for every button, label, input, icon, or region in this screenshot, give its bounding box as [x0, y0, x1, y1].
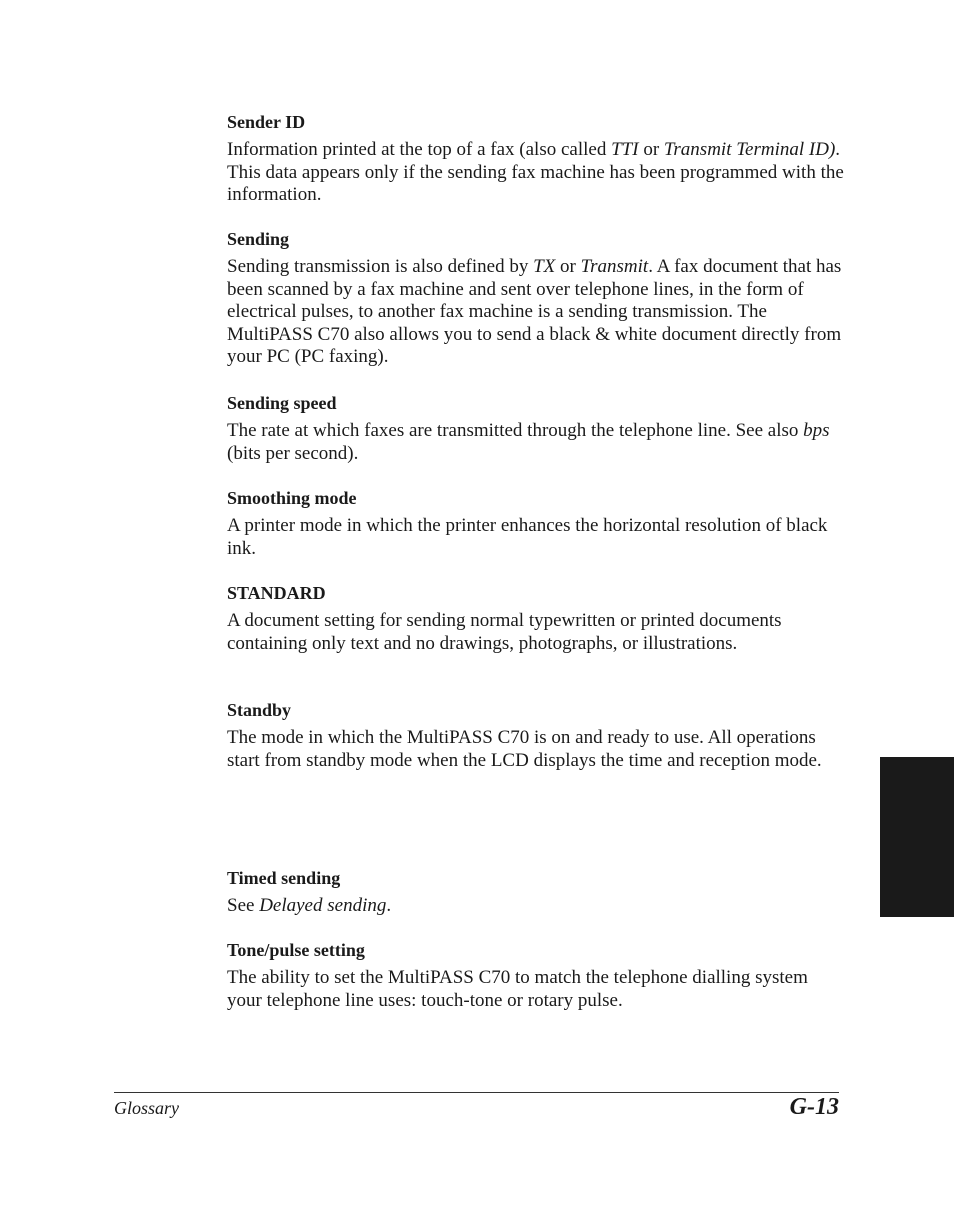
footer-rule: [114, 1092, 839, 1093]
glossary-definition: [227, 727, 845, 772]
definition-italic-run: Delayed sending: [259, 895, 387, 916]
definition-text-run: Sending transmission is also defined by: [227, 256, 534, 277]
definition-text-run: A printer mode in which the printer enhances the horizontal resolution of black ink.: [227, 515, 828, 559]
definition-text-run: .: [386, 895, 392, 916]
definition-italic-run: TX: [533, 256, 556, 277]
glossary-definition: [227, 420, 845, 465]
section-thumb-tab: [880, 757, 954, 917]
definition-italic-run: Transmit: [580, 256, 649, 277]
glossary-definition: [227, 139, 845, 207]
definition-text-run: . This data appears only if the sending fax machine has been programmed with the information.: [227, 139, 844, 206]
definition-text-run: The ability to set the MultiPASS C70 to match the telephone dialling system your telephone line uses: touch-tone or rotary pulse.: [227, 967, 808, 1011]
glossary-definition: [227, 895, 845, 918]
glossary-term: Timed sending: [227, 868, 341, 888]
glossary-term: Sending speed: [227, 393, 337, 413]
glossary-entry-standby: [227, 699, 845, 772]
glossary-entry-sending: [227, 228, 845, 369]
glossary-term: Tone/pulse setting: [227, 940, 365, 960]
definition-text-run: The rate at which faxes are transmitted through the telephone line. See also: [227, 420, 804, 441]
glossary-entry-sender-id: [227, 111, 845, 207]
glossary-entry-sending-speed: [227, 392, 845, 465]
definition-text-run: A document setting for sending normal typewritten or printed documents containing only text and no drawings, photographs, or illustrations.: [227, 610, 782, 654]
glossary-definition: [227, 256, 845, 369]
glossary-definition: [227, 967, 845, 1012]
definition-italic-run: bps: [803, 420, 830, 441]
footer-section-name: Glossary: [114, 1098, 180, 1118]
definition-text-run: or: [638, 139, 664, 160]
definition-text-run: (bits per second).: [227, 442, 359, 464]
page-number: G-13: [789, 1094, 839, 1120]
definition-text-run: Information printed at the top of a fax (also called: [227, 139, 612, 160]
glossary-entry-timed-sending: [227, 867, 845, 918]
definition-text-run: . A fax document that has been scanned by a fax machine and sent over telephone lines, in the form of electrical pulses, to another fax machine is a sending transmission. The MultiPASS C70 also allows you to send a black & white document directly from your PC (PC faxing).: [227, 256, 842, 368]
glossary-term: Standby: [227, 700, 292, 720]
definition-text-run: See: [227, 895, 260, 916]
glossary-entry-standard: [227, 582, 845, 655]
definition-text-run: or: [555, 256, 581, 277]
glossary-term: Smoothing mode: [227, 488, 357, 508]
glossary-term: Sending: [227, 229, 290, 249]
glossary-term: Sender ID: [227, 112, 306, 132]
definition-italic-run: TTI: [611, 139, 639, 160]
definition-text-run: The mode in which the MultiPASS C70 is on and ready to use. All operations start from standby mode when the LCD displays the time and reception mode.: [227, 727, 822, 771]
definition-italic-run: Transmit Terminal ID): [663, 139, 836, 160]
glossary-definition: [227, 515, 845, 560]
glossary-definition: [227, 610, 845, 655]
glossary-entry-tone-pulse-setting: [227, 939, 845, 1012]
glossary-entry-smoothing-mode: [227, 487, 845, 560]
glossary-term: STANDARD: [227, 583, 326, 603]
